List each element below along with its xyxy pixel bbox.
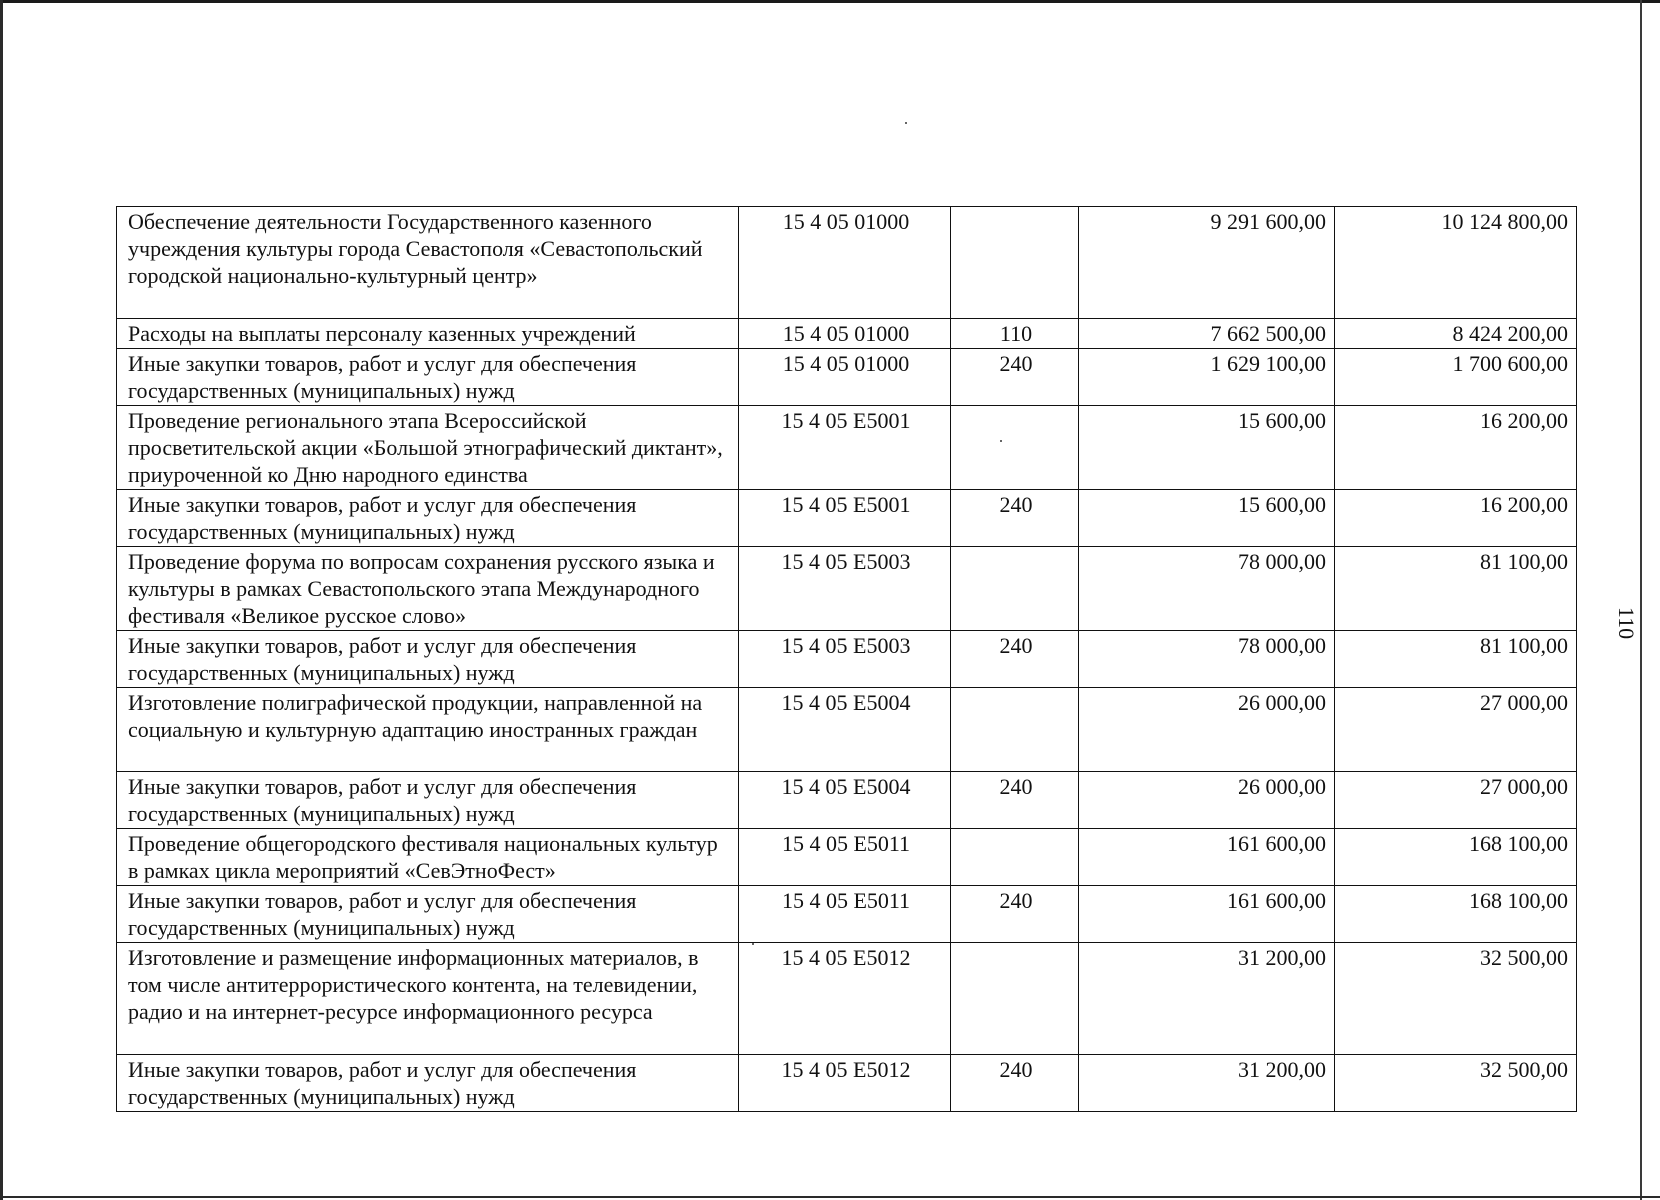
- cell-amount-1: 15 600,00: [1079, 490, 1335, 547]
- cell-code: 15 4 05 E5011: [739, 886, 951, 943]
- cell-amount-1: 78 000,00: [1079, 631, 1335, 688]
- cell-expense-type: 240: [951, 772, 1079, 829]
- page-number: 110: [1614, 606, 1640, 640]
- scan-edge-top: [0, 0, 1660, 3]
- cell-name: Обеспечение деятельности Государственного казенного учреждения культуры города Севастополя «Севастопольский городской национально-культурный центр»: [117, 207, 739, 319]
- table-row: [117, 772, 1577, 829]
- cell-amount-1: 161 600,00: [1079, 829, 1335, 886]
- cell-name: Иные закупки товаров, работ и услуг для обеспечения государственных (муниципальных) нужд: [117, 772, 739, 829]
- cell-name: Проведение форума по вопросам сохранения русского языка и культуры в рамках Севастопольского этапа Международного фестиваля «Великое русское слово»: [117, 547, 739, 631]
- scan-edge-left: [0, 0, 3, 1200]
- cell-amount-2: 8 424 200,00: [1335, 319, 1577, 349]
- table-row: [117, 490, 1577, 547]
- table-row: [117, 319, 1577, 349]
- cell-amount-1: 78 000,00: [1079, 547, 1335, 631]
- cell-name: Иные закупки товаров, работ и услуг для обеспечения государственных (муниципальных) нужд: [117, 349, 739, 406]
- cell-name: Проведение общегородского фестиваля национальных культур в рамках цикла мероприятий «СевЭтноФест»: [117, 829, 739, 886]
- cell-expense-type: [951, 943, 1079, 1055]
- table-row: [117, 406, 1577, 490]
- cell-code: 15 4 05 E5011: [739, 829, 951, 886]
- scan-edge-right: [1640, 0, 1642, 1200]
- budget-table-body: [117, 207, 1577, 1112]
- cell-code: 15 4 05 E5004: [739, 688, 951, 772]
- cell-code: 15 4 05 E5012: [739, 943, 951, 1055]
- cell-amount-1: 26 000,00: [1079, 688, 1335, 772]
- cell-expense-type: [951, 688, 1079, 772]
- cell-name: Проведение регионального этапа Всероссийской просветительской акции «Большой этнографический диктант», приуроченной ко Дню народного единства: [117, 406, 739, 490]
- cell-amount-2: 81 100,00: [1335, 547, 1577, 631]
- cell-name: Изготовление полиграфической продукции, направленной на социальную и культурную адаптацию иностранных граждан: [117, 688, 739, 772]
- cell-code: 15 4 05 E5003: [739, 547, 951, 631]
- table-row: [117, 1055, 1577, 1112]
- cell-name: Иные закупки товаров, работ и услуг для обеспечения государственных (муниципальных) нужд: [117, 1055, 739, 1112]
- cell-amount-2: 168 100,00: [1335, 886, 1577, 943]
- table-row: [117, 688, 1577, 772]
- cell-amount-2: 10 124 800,00: [1335, 207, 1577, 319]
- cell-code: 15 4 05 01000: [739, 207, 951, 319]
- budget-table: [116, 206, 1577, 1112]
- cell-amount-2: 16 200,00: [1335, 490, 1577, 547]
- cell-amount-1: 161 600,00: [1079, 886, 1335, 943]
- table-row: [117, 547, 1577, 631]
- cell-expense-type: 110: [951, 319, 1079, 349]
- cell-code: 15 4 05 E5001: [739, 490, 951, 547]
- cell-amount-2: 81 100,00: [1335, 631, 1577, 688]
- table-row: [117, 207, 1577, 319]
- cell-name: Изготовление и размещение информационных материалов, в том числе антитеррористического контента, на телевидении, радио и на интернет-ресурсе информационного ресурса: [117, 943, 739, 1055]
- scan-edge-bottom: [0, 1196, 1660, 1198]
- cell-name: Иные закупки товаров, работ и услуг для обеспечения государственных (муниципальных) нужд: [117, 886, 739, 943]
- cell-amount-2: 16 200,00: [1335, 406, 1577, 490]
- cell-amount-2: 27 000,00: [1335, 772, 1577, 829]
- cell-code: 15 4 05 E5012: [739, 1055, 951, 1112]
- cell-expense-type: 240: [951, 490, 1079, 547]
- cell-amount-1: 31 200,00: [1079, 1055, 1335, 1112]
- cell-amount-2: 32 500,00: [1335, 943, 1577, 1055]
- cell-expense-type: [951, 829, 1079, 886]
- cell-amount-1: 15 600,00: [1079, 406, 1335, 490]
- cell-name: Иные закупки товаров, работ и услуг для обеспечения государственных (муниципальных) нужд: [117, 490, 739, 547]
- cell-expense-type: 240: [951, 631, 1079, 688]
- table-row: [117, 631, 1577, 688]
- cell-code: 15 4 05 E5004: [739, 772, 951, 829]
- cell-expense-type: [951, 406, 1079, 490]
- cell-expense-type: [951, 547, 1079, 631]
- cell-amount-2: 1 700 600,00: [1335, 349, 1577, 406]
- cell-expense-type: [951, 207, 1079, 319]
- cell-code: 15 4 05 E5003: [739, 631, 951, 688]
- cell-amount-2: 27 000,00: [1335, 688, 1577, 772]
- cell-amount-1: 1 629 100,00: [1079, 349, 1335, 406]
- table-row: [117, 943, 1577, 1055]
- cell-expense-type: 240: [951, 886, 1079, 943]
- table-row: [117, 349, 1577, 406]
- cell-expense-type: 240: [951, 349, 1079, 406]
- cell-amount-1: 26 000,00: [1079, 772, 1335, 829]
- cell-code: 15 4 05 01000: [739, 349, 951, 406]
- table-row: [117, 829, 1577, 886]
- cell-amount-1: 7 662 500,00: [1079, 319, 1335, 349]
- cell-name: Расходы на выплаты персоналу казенных учреждений: [117, 319, 739, 349]
- cell-code: 15 4 05 01000: [739, 319, 951, 349]
- cell-amount-1: 31 200,00: [1079, 943, 1335, 1055]
- table-row: [117, 886, 1577, 943]
- cell-amount-1: 9 291 600,00: [1079, 207, 1335, 319]
- cell-amount-2: 32 500,00: [1335, 1055, 1577, 1112]
- cell-code: 15 4 05 E5001: [739, 406, 951, 490]
- cell-expense-type: 240: [951, 1055, 1079, 1112]
- scan-speck: [905, 122, 907, 124]
- cell-amount-2: 168 100,00: [1335, 829, 1577, 886]
- cell-name: Иные закупки товаров, работ и услуг для обеспечения государственных (муниципальных) нужд: [117, 631, 739, 688]
